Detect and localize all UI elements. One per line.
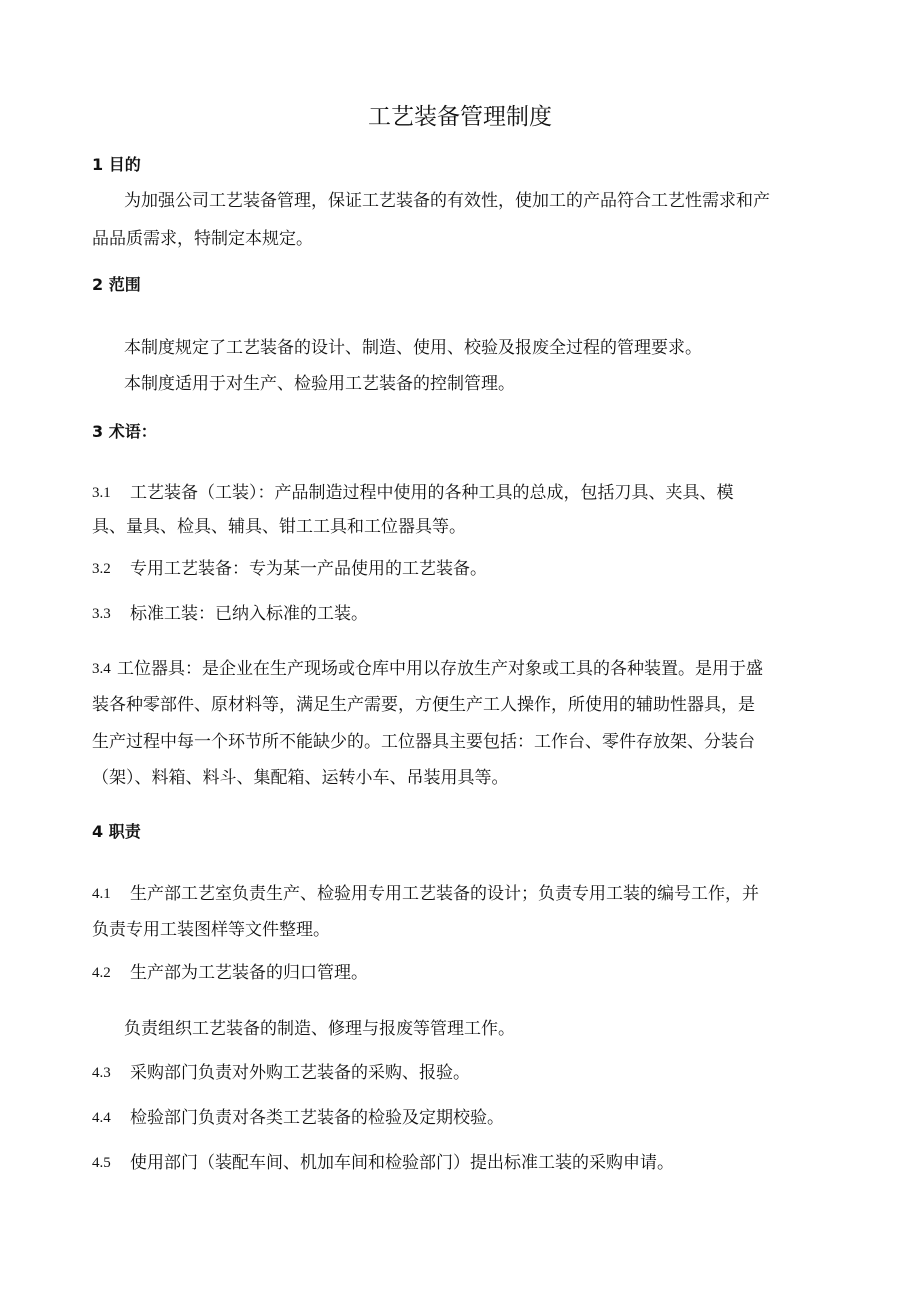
- duty-4-5-text: 使用部门（装配车间、机加车间和检验部门）提出标准工装的采购申请。: [130, 1153, 674, 1173]
- term-3-4-line-2: 装各种零部件、原材料等，满足生产需要，方便生产工人操作，所使用的辅助性器具，是: [92, 695, 755, 715]
- term-3-4-line-1: 工位器具：是企业在生产现场或仓库中用以存放生产对象或工具的各种装置。是用于盛: [117, 659, 763, 679]
- term-3-1-line-2: 具、量具、检具、辅具、钳工工具和工位器具等。: [92, 517, 466, 537]
- term-3-2-number: 3.2: [92, 561, 111, 577]
- term-3-4-line-3: 生产过程中每一个环节所不能缺少的。工位器具主要包括：工作台、零件存放架、分装台: [92, 732, 755, 752]
- section-1-paragraph-line-1: 为加强公司工艺装备管理，保证工艺装备的有效性，使加工的产品符合工艺性需求和产: [124, 191, 770, 211]
- section-2-paragraph-1: 本制度规定了工艺装备的设计、制造、使用、校验及报废全过程的管理要求。: [124, 338, 702, 358]
- duty-4-4-number: 4.4: [92, 1110, 111, 1126]
- duty-4-3-number: 4.3: [92, 1065, 111, 1081]
- duty-4-2-continued: 负责组织工艺装备的制造、修理与报废等管理工作。: [124, 1019, 515, 1039]
- duty-4-1-line-2: 负责专用工装图样等文件整理。: [92, 920, 330, 940]
- term-3-4-line-4: （架）、料箱、料斗、集配箱、运转小车、吊装用具等。: [92, 768, 509, 788]
- duty-4-2-text: 生产部为工艺装备的归口管理。: [130, 963, 368, 983]
- document-title: 工艺装备管理制度: [368, 104, 552, 130]
- term-3-3-text: 标准工装：已纳入标准的工装。: [130, 604, 368, 624]
- section-1-heading: 1 目的: [92, 155, 141, 174]
- section-3-heading: 3 术语：: [92, 422, 157, 441]
- duty-4-1-line-1: 生产部工艺室负责生产、检验用专用工艺装备的设计；负责专用工装的编号工作，并: [130, 884, 759, 904]
- duty-4-5-number: 4.5: [92, 1155, 111, 1171]
- term-3-3-number: 3.3: [92, 606, 111, 622]
- section-1-paragraph-line-2: 品品质需求，特制定本规定。: [92, 229, 313, 249]
- term-3-2-text: 专用工艺装备：专为某一产品使用的工艺装备。: [130, 559, 487, 579]
- duty-4-3-text: 采购部门负责对外购工艺装备的采购、报验。: [130, 1063, 470, 1083]
- duty-4-2-number: 4.2: [92, 965, 111, 981]
- term-3-1-line-1: 工艺装备（工装）：产品制造过程中使用的各种工具的总成，包括刀具、夹具、模: [130, 483, 734, 503]
- section-2-paragraph-2: 本制度适用于对生产、检验用工艺装备的控制管理。: [124, 374, 515, 394]
- duty-4-1-number: 4.1: [92, 886, 111, 902]
- section-4-heading: 4 职责: [92, 822, 141, 841]
- duty-4-4-text: 检验部门负责对各类工艺装备的检验及定期校验。: [130, 1108, 504, 1128]
- section-2-heading: 2 范围: [92, 275, 141, 294]
- term-3-4-number: 3.4: [92, 661, 111, 677]
- term-3-1-number: 3.1: [92, 485, 111, 501]
